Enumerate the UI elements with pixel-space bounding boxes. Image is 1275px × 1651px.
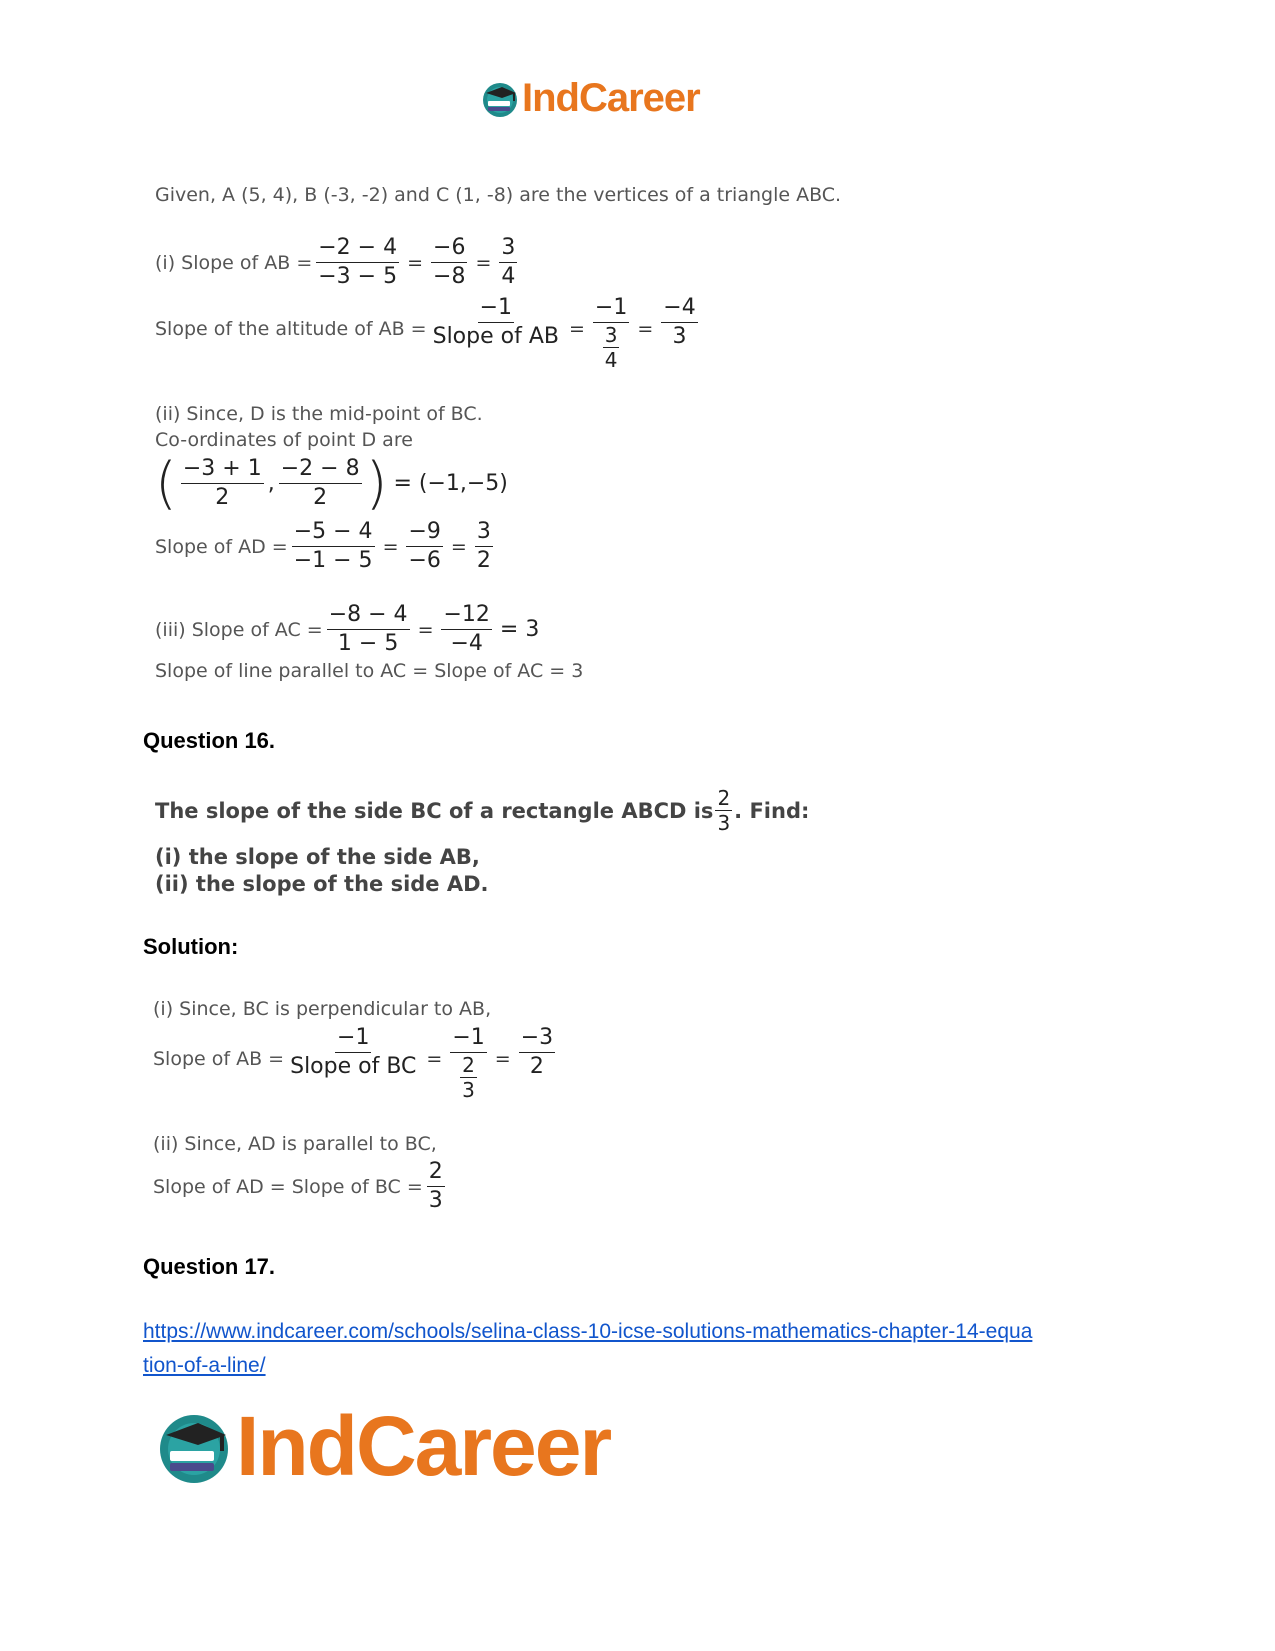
footer-logo <box>154 1398 610 1495</box>
altitude-label: Slope of the altitude of AB = <box>155 318 427 340</box>
solution-line1: (i) Since, BC is perpendicular to AB, <box>153 998 492 1020</box>
header-logo <box>480 76 700 121</box>
slope-ab-equation: (i) Slope of AB = $\frac{-2 - 4}{-3 - 5}$ = $\frac{-6}{-8}$ = $\frac{3}{4}$ <box>155 235 516 289</box>
graduation-cap-icon <box>480 79 520 119</box>
solution-slope-ab-equation: Slope of AB = $\frac{-1}{\text{Slope of BC}}$ = $\frac{-1}{\frac{2}{3}}$ = $\frac{-3}{2}$ <box>153 1025 554 1102</box>
question-16-heading: Question 16. <box>143 728 276 753</box>
solution-slope-ad-label: Slope of AD = Slope of BC = <box>153 1175 423 1198</box>
fraction: $\frac{-12}{-4}$ <box>443 602 490 656</box>
footer-brand-name: IndCareer <box>236 1399 611 1493</box>
fraction: $\frac{3}{2}$ <box>476 519 491 573</box>
slope-ad-label: Slope of AD = <box>155 535 288 558</box>
midpoint-result: = (−1,−5) <box>393 471 508 496</box>
fraction: $\frac{-1}{\text{Slope of BC}}$ <box>290 1025 417 1079</box>
intro-text: Given, A (5, 4), B (-3, -2) and C (1, -8) are the vertices of a triangle ABC. <box>155 184 842 206</box>
fraction: $\frac{-5 - 4}{-1 - 5}$ <box>293 519 373 573</box>
solution-slope-ad-equation <box>153 1158 449 1215</box>
solution-heading: Solution: <box>143 934 239 959</box>
brand-name: IndCareer <box>522 76 700 120</box>
source-link[interactable] <box>143 1315 1143 1383</box>
question-17-heading: Question 17. <box>143 1254 276 1279</box>
fraction: $\frac{-9}{-6}$ <box>408 519 441 573</box>
fraction: $\frac{-3}{2}$ <box>520 1025 554 1079</box>
question-16-text <box>155 786 809 835</box>
fraction: $\frac{-4}{3}$ <box>663 295 696 349</box>
question-16-item-1: (i) the slope of the side AB, <box>155 845 480 869</box>
solution-slope-ab-label: Slope of AB = <box>153 1048 285 1070</box>
fraction: $\frac{-8 - 4}{1 - 5}$ <box>328 602 408 656</box>
fraction: $\frac{-2 - 8}{2}$ <box>280 456 360 510</box>
fraction: $\frac{2}{3}$ <box>428 1159 443 1213</box>
compound-fraction: $\frac{-1}{\frac{3}{4}}$ <box>594 295 628 372</box>
fraction: $\frac{-3 + 1}{2}$ <box>182 456 262 510</box>
fraction: $\frac{-6}{-8}$ <box>433 235 466 289</box>
compound-fraction: $\frac{-1}{\frac{2}{3}}$ <box>452 1025 485 1102</box>
fraction: $\frac{2}{3}$ <box>717 786 731 835</box>
solution-line2: (ii) Since, AD is parallel to BC, <box>153 1133 437 1155</box>
slope-ac-equation: (iii) Slope of AC = $\frac{-8 - 4}{1 - 5}$ = $\frac{-12}{-4}$ = 3 <box>155 602 540 656</box>
altitude-equation: Slope of the altitude of AB = $\frac{-1}{\text{Slope of AB}}$ = $\frac{-1}{\frac{3}{4}}$ = $\frac{-4}{3}$ <box>155 295 696 372</box>
slope-ac-result: = 3 <box>499 617 540 642</box>
fraction: $\frac{3}{4}$ <box>501 235 516 289</box>
source-link-line1[interactable]: https://www.indcareer.com/schools/selina-class-10-icse-solutions-mathematics-chapter-14-equa <box>143 1320 1033 1343</box>
question-16-text-before: The slope of the side BC of a rectangle ABCD is <box>155 798 714 823</box>
part-ii-line2: Co-ordinates of point D are <box>155 429 413 451</box>
slope-ad-equation: Slope of AD = $\frac{-5 - 4}{-1 - 5}$ = $\frac{-9}{-6}$ = $\frac{3}{2}$ <box>155 519 491 573</box>
fraction: $\frac{-2 - 4}{-3 - 5}$ <box>318 235 398 289</box>
slope-ac-label: (iii) Slope of AC = <box>155 618 323 641</box>
graduation-cap-icon <box>154 1407 234 1487</box>
source-link-line2[interactable]: tion-of-a-line/ <box>143 1354 266 1377</box>
slope-ab-label: (i) Slope of AB = <box>155 251 313 274</box>
question-16-text-after: . Find: <box>734 798 810 823</box>
part-ii-line1: (ii) Since, D is the mid-point of BC. <box>155 403 483 425</box>
midpoint-equation: ( $\frac{-3 + 1}{2}$ , $\frac{-2 - 8}{2}$ ) = (−1,−5) <box>155 450 508 516</box>
question-16-item-2: (ii) the slope of the side AD. <box>155 872 489 896</box>
parallel-line-text: Slope of line parallel to AC = Slope of AC = 3 <box>155 660 584 682</box>
fraction: $\frac{-1}{\text{Slope of AB}}$ <box>432 295 559 349</box>
